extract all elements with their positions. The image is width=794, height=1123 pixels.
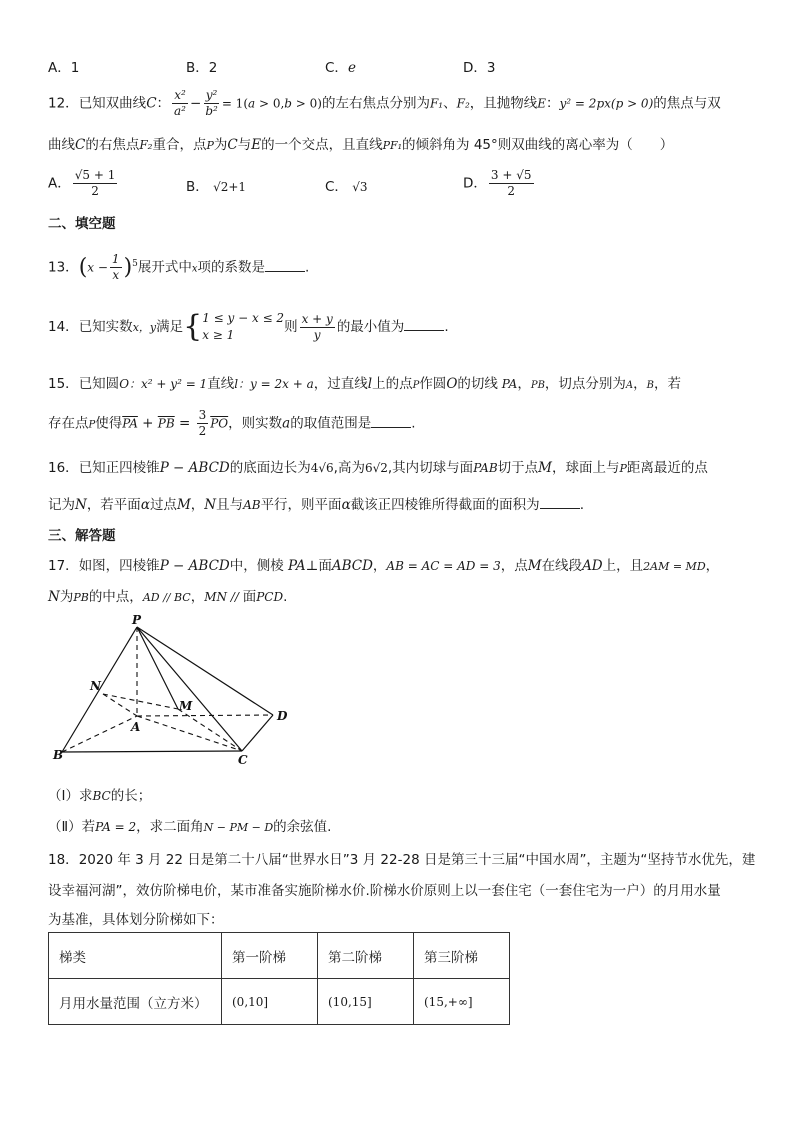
label-p: P bbox=[132, 613, 142, 627]
table-cell: (10,15] bbox=[318, 979, 414, 1025]
label-n: N bbox=[90, 679, 101, 693]
label-m: M bbox=[179, 699, 193, 713]
label-d: D bbox=[277, 709, 288, 723]
edge-ad-hidden bbox=[137, 715, 273, 716]
edge-bc bbox=[62, 751, 242, 752]
q17-line1: 17．如图，四棱锥P − ABCD中，侧棱 PA⊥面ABCD，AB = AC = AD = 3，点M在线段AD上，且2AM = MD， bbox=[48, 558, 720, 574]
segment-na-hidden bbox=[103, 694, 137, 716]
label-c: C bbox=[238, 753, 248, 767]
label-b: B bbox=[53, 748, 64, 762]
q18-line1: 18．2020 年 3 月 22 日是第二十八届“世界水日”3 月 22-28 日是第三十三届“中国水周”，主题为“坚持节水优先，建 bbox=[48, 852, 756, 868]
label-a: A bbox=[131, 720, 141, 734]
table-header-row bbox=[49, 933, 510, 979]
table-header-cell: 第二阶梯 bbox=[318, 933, 414, 979]
q15-line2: 存在点P使得$\overline{PA} + \overline{PB}$ = $\frac{3}{2}$ $\overline{PO}$，则实数a的取值范围是 . bbox=[48, 408, 416, 438]
edge-pc bbox=[137, 627, 242, 751]
water-tier-table bbox=[48, 932, 510, 1025]
q18-line2: 设幸福河湖”，效仿阶梯电价，某市准备实施阶梯水价.阶梯水价原则上以一套住宅（一套住宅为一户）的月用水量 bbox=[48, 883, 721, 899]
section-solution-heading: 三、解答题 bbox=[48, 528, 116, 544]
q13: 13．(x − $\frac{1}{x}$ )$^5$展开式中x项的系数是 . bbox=[48, 252, 310, 282]
q11-choice-a: A．1 bbox=[48, 60, 80, 76]
edge-ac-hidden bbox=[137, 716, 242, 751]
table-row-label: 月用水量范围（立方米） bbox=[49, 979, 222, 1025]
q12-line1: 12．已知双曲线C： $\frac{\text{x²}}{\text{a²}}$ − $\frac{\text{y²}}{\text{b²}}$ = 1(a > 0,b > 0)的左右焦点分别为F₁、F₂，且抛物线E：y² = 2px(p > 0)的焦点与双 bbox=[48, 88, 721, 118]
q11-choice-c: C．e bbox=[325, 60, 356, 76]
q11-choice-d: D．3 bbox=[463, 60, 496, 76]
table-header-cell: 梯类 bbox=[49, 933, 222, 979]
edge-pd bbox=[137, 627, 273, 715]
q18-line3: 为基准，具体划分阶梯如下： bbox=[48, 912, 224, 928]
table-cell: (0,10] bbox=[222, 979, 318, 1025]
q12-choice-a: A． $\frac{√5 + 1}{2}$ bbox=[48, 168, 116, 198]
section-fill-in-heading: 二、填空题 bbox=[48, 216, 116, 232]
table-header-cell: 第一阶梯 bbox=[222, 933, 318, 979]
edge-cd bbox=[242, 715, 273, 751]
q15-line1: 15．已知圆O：x² + y² = 1直线l：y = 2x + a，过直线l上的点P作圆O的切线 PA，PB，切点分别为A，B，若 bbox=[48, 376, 682, 392]
q12-choice-b: B． √2+1 bbox=[186, 179, 247, 195]
q12-line2: 曲线C的右焦点F₂重合，点P为C与E的一个交点，且直线PF₁的倾斜角为 45°则双曲线的离心率为（ ） bbox=[48, 137, 674, 153]
table-row bbox=[49, 979, 510, 1025]
table-header-cell: 第三阶梯 bbox=[414, 933, 510, 979]
q17-part2: （Ⅱ）若PA = 2，求二面角N − PM − D的余弦值. bbox=[48, 819, 332, 835]
q11-choice-b: B．2 bbox=[186, 60, 218, 76]
q12-choice-c: C． √3 bbox=[325, 179, 368, 195]
q16-line1: 16．已知正四棱锥P − ABCD的底面边长为4√6,高为6√2,其内切球与面PAB切于点M，球面上与P距离最近的点 bbox=[48, 460, 708, 476]
pyramid-figure bbox=[48, 612, 298, 772]
q16-line2: 记为N，若平面α过点M，N且与AB平行，则平面α截该正四棱锥所得截面的面积为 . bbox=[48, 497, 584, 513]
q12-choice-d: D． $\frac{3 + √5}{2}$ bbox=[463, 168, 532, 198]
q14: 14．已知实数x，y满足{ 1 ≤ y − x ≤ 2 x ≥ 1 则 $\frac{x + y}{y}$ 的最小值为 . bbox=[48, 309, 449, 344]
table-cell: (15,+∞] bbox=[414, 979, 510, 1025]
q17-line2: N为PB的中点，AD // BC，MN // 面PCD. bbox=[48, 589, 288, 605]
q17-part1: （Ⅰ）求BC的长； bbox=[48, 788, 152, 804]
